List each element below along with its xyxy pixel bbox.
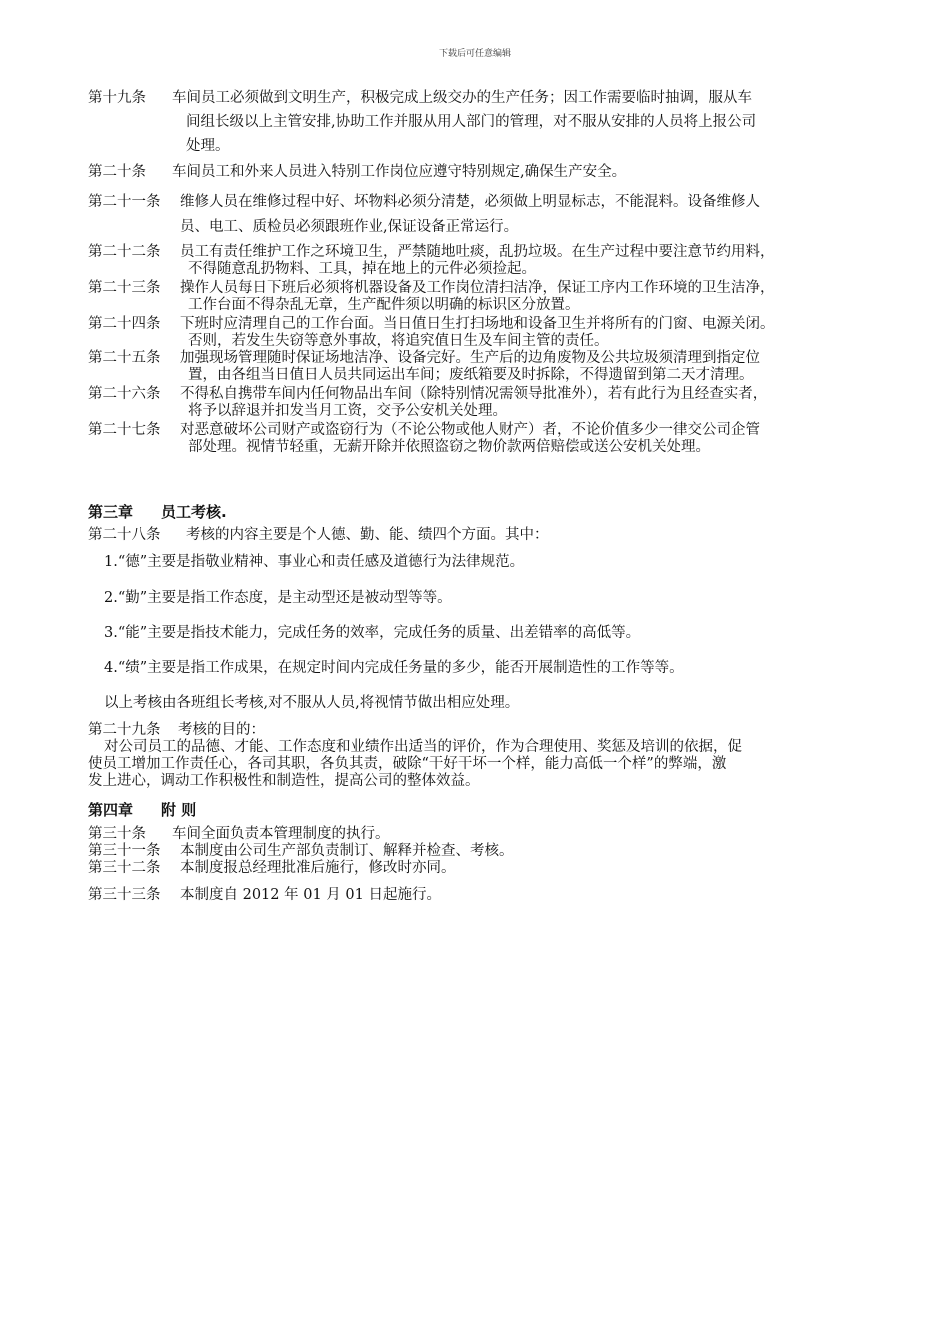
article-line: 本制度自 2012 年 01 月 01 日起施行。 — [180, 887, 441, 903]
article-line: 处理。 — [186, 138, 230, 154]
article-29 — [88, 722, 870, 790]
article-line: 将予以辞退并扣发当月工资，交予公安机关处理。 — [188, 403, 507, 419]
article-line: 车间全面负责本管理制度的执行。 — [172, 826, 390, 842]
article-line: 使员工增加工作责任心，各司其职，各负其责，破除“干好干坏一个样，能力高低一个样”的弊端，激 — [88, 756, 727, 772]
article-line: 不得私自携带车间内任何物品出车间（除特别情况需领导批准外），若有此行为且经查实者， — [180, 386, 768, 402]
article-line: 考核的目的： — [178, 722, 265, 738]
article-line: 操作人员每日下班后必须将机器设备及工作岗位清扫洁净，保证工序内工作环境的卫生洁净， — [180, 280, 775, 296]
article-19 — [88, 86, 870, 158]
article-label: 第十九条 — [88, 90, 146, 106]
chapter-number: 第三章 — [88, 503, 134, 521]
article-21 — [88, 190, 870, 240]
article-label: 第二十条 — [88, 164, 146, 180]
article-label: 第二十八条 — [88, 527, 161, 543]
article-label: 第三十三条 — [88, 887, 161, 903]
article-line: 车间员工必须做到文明生产，积极完成上级交办的生产任务；因工作需要临时抽调，服从车 — [172, 90, 752, 106]
article-31 — [88, 843, 870, 860]
article-line: 不得随意乱扔物料、工具，掉在地上的元件必须捡起。 — [188, 261, 536, 277]
article-label: 第二十一条 — [88, 194, 161, 210]
article-line: 维修人员在维修过程中好、坏物料必须分清楚，必须做上明显标志，不能混料。设备维修人 — [180, 194, 760, 210]
article-line: 对公司员工的品德、才能、工作态度和业绩作出适当的评价，作为合理使用、奖惩及培训的依据，促 — [104, 739, 742, 755]
article-line: 加强现场管理随时保证场地洁净、设备完好。生产后的边角废物及公共垃圾须清理到指定位 — [180, 350, 760, 366]
assessment-item-ji: 4.“绩”主要是指工作成果，在规定时间内完成任务量的多少，能否开展制造性的工作等等。 — [104, 660, 684, 676]
article-label: 第二十九条 — [88, 722, 161, 738]
article-30 — [88, 826, 870, 843]
article-label: 第二十五条 — [88, 350, 161, 366]
chapter-4-heading — [88, 799, 196, 820]
article-line: 部处理。视情节轻重，无薪开除并依照盗窃之物价款两倍赔偿或送公安机关处理。 — [188, 439, 710, 455]
article-20 — [88, 164, 870, 181]
article-line: 车间员工和外来人员进入特别工作岗位应遵守特别规定,确保生产安全。 — [172, 164, 627, 180]
article-label: 第二十三条 — [88, 280, 161, 296]
article-line: 考核的内容主要是个人德、勤、能、绩四个方面。其中： — [186, 527, 549, 543]
article-33 — [88, 887, 870, 904]
article-line: 员工有责任维护工作之环境卫生，严禁随地吐痰，乱扔垃圾。在生产过程中要注意节约用料， — [180, 244, 775, 260]
article-22 — [88, 244, 870, 278]
article-line: 本制度报总经理批准后施行，修改时亦同。 — [180, 860, 456, 876]
article-label: 第三十一条 — [88, 843, 161, 859]
assessment-item-neng: 3.“能”主要是指技术能力，完成任务的效率，完成任务的质量、出差错率的高低等。 — [104, 625, 641, 641]
header-note: 下载后可任意编辑 — [438, 49, 511, 59]
article-23 — [88, 280, 870, 314]
article-line: 下班时应清理自己的工作台面。当日值日生打扫场地和设备卫生并将所有的门窗、电源关闭。 — [180, 316, 775, 332]
assessment-item-de: 1.“德”主要是指敬业精神、事业心和责任感及道德行为法律规范。 — [104, 554, 525, 570]
article-label: 第二十二条 — [88, 244, 161, 260]
article-line: 间组长级以上主管安排,协助工作并服从用人部门的管理，对不服从安排的人员将上报公司 — [186, 114, 757, 130]
chapter-number: 第四章 — [88, 801, 134, 819]
chapter-title: 附 则 — [161, 801, 197, 819]
chapter-title: 员工考核. — [161, 503, 227, 521]
article-label: 第二十七条 — [88, 422, 161, 438]
article-24 — [88, 316, 870, 350]
article-line: 否则，若发生失窃等意外事故，将追究值日生及车间主管的责任。 — [188, 333, 609, 349]
article-label: 第三十条 — [88, 826, 146, 842]
article-26 — [88, 386, 870, 420]
article-line: 员、电工、质检员必须跟班作业,保证设备正常运行。 — [180, 219, 519, 235]
article-27 — [88, 422, 870, 456]
article-line: 本制度由公司生产部负责制订、解释并检查、考核。 — [180, 843, 514, 859]
article-line: 对恶意破坏公司财产或盗窃行为（不论公物或他人财产）者，不论价值多少一律交公司企管 — [180, 422, 760, 438]
chapter-3-heading — [88, 501, 227, 522]
article-line: 置，由各组当日值日人员共同运出车间；废纸箱要及时拆除，不得遗留到第二天才清理。 — [188, 367, 754, 383]
article-25 — [88, 350, 870, 384]
article-label: 第二十六条 — [88, 386, 161, 402]
article-label: 第三十二条 — [88, 860, 161, 876]
assessment-note: 以上考核由各班组长考核,对不服从人员,将视情节做出相应处理。 — [104, 695, 520, 711]
assessment-item-qin: 2.“勤”主要是指工作态度，是主动型还是被动型等等。 — [104, 590, 452, 606]
article-label: 第二十四条 — [88, 316, 161, 332]
article-line: 工作台面不得杂乱无章，生产配件须以明确的标识区分放置。 — [188, 297, 580, 313]
article-line: 发上进心，调动工作积极性和制造性，提高公司的整体效益。 — [88, 773, 480, 789]
article-28 — [88, 527, 870, 544]
article-32 — [88, 860, 870, 877]
